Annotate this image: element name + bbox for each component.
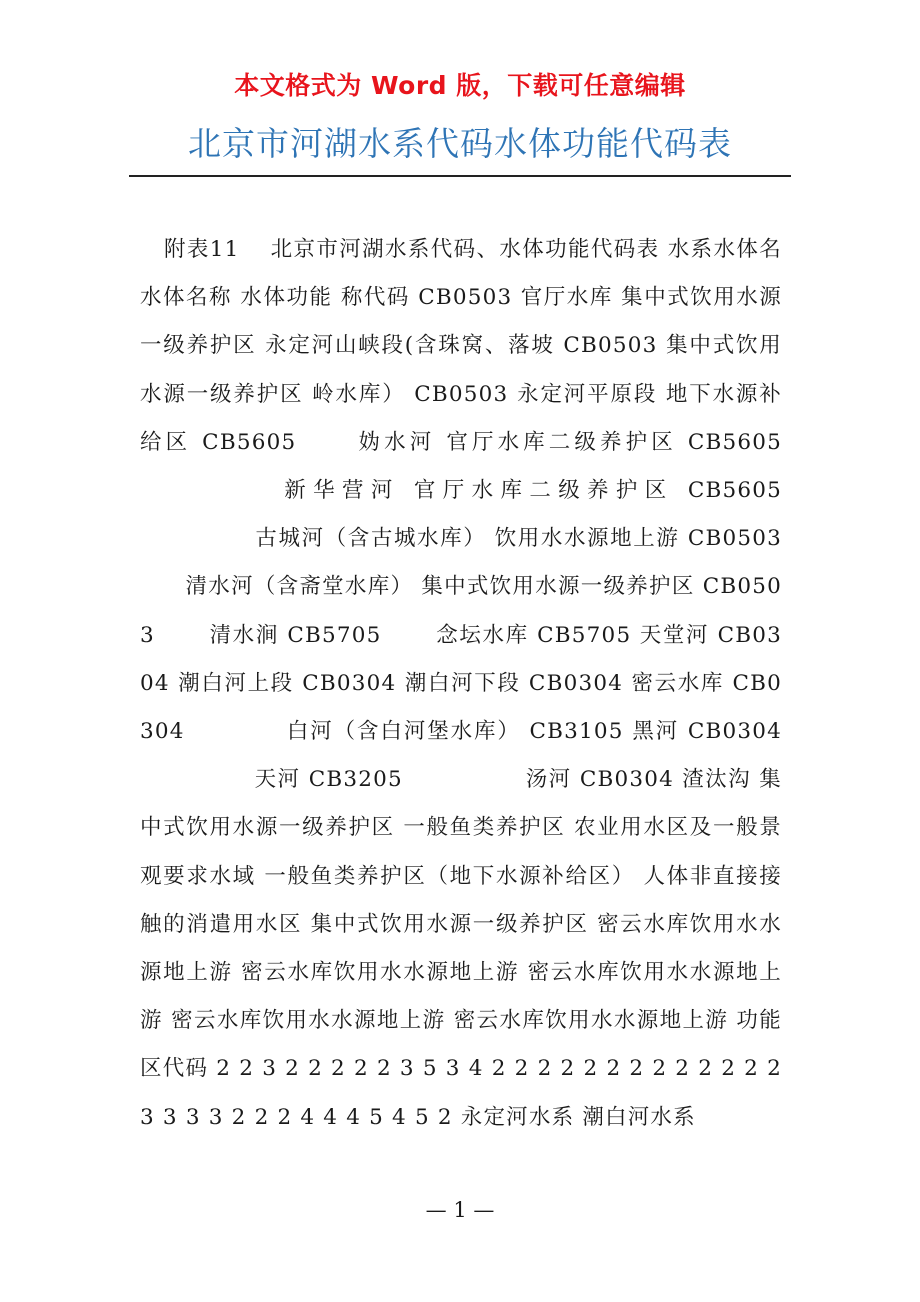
format-notice: 本文格式为 Word 版，下载可任意编辑 [234, 71, 686, 100]
body-paragraph: 附表11 北京市河湖水系代码、水体功能代码表 水系水体名水体名称 水体功能 称代码 CB0503 官厅水库 集中式饮用水源一级养护区 永定河山峡段(含珠窝、落坡 CB0503 集中式饮用水源一级养护区 岭水库） CB0503 永定河平原段 地下水源补给区 CB5605 妫水河 官厅水库二级养护区 CB5605 新华营河 官厅水库二级养护区 CB5605 古城河（含古城水库） 饮用水水源地上游 CB0503 清水河（含斋堂水库） 集中式饮用水源一级养护区 CB0503 清水涧 CB5705 念坛水库 CB5705 天堂河 CB0304 潮白河上段 CB0304 潮白河下段 CB0304 密云水库 CB0304 白河（含白河堡水库） CB3105 黑河 CB0304 天河 CB3205 汤河 CB0304 渣汰沟 集中式饮用水源一级养护区 一般鱼类养护区 农业用水区及一般景观要求水域 一般鱼类养护区（地下水源补给区） 人体非直接接触的消遣用水区 集中式饮用水源一级养护区 密云水库饮用水水源地上游 密云水库饮用水水源地上游 密云水库饮用水水源地上游 密云水库饮用水水源地上游 密云水库饮用水水源地上游 功能区代码 2 2 3 2 2 2 2 2 3 5 3 4 2 2 2 2 2 2 2 2 2 2 2 2 2 3 3 3 3 2 2 2 4 4 4 5 4 5 2 永定河水系 潮白河水系 [140, 237, 782, 1130]
page-number: — 1 — [425, 1198, 495, 1222]
title-divider [129, 175, 791, 177]
document-title: 北京市河湖水系代码水体功能代码表 [188, 124, 732, 163]
